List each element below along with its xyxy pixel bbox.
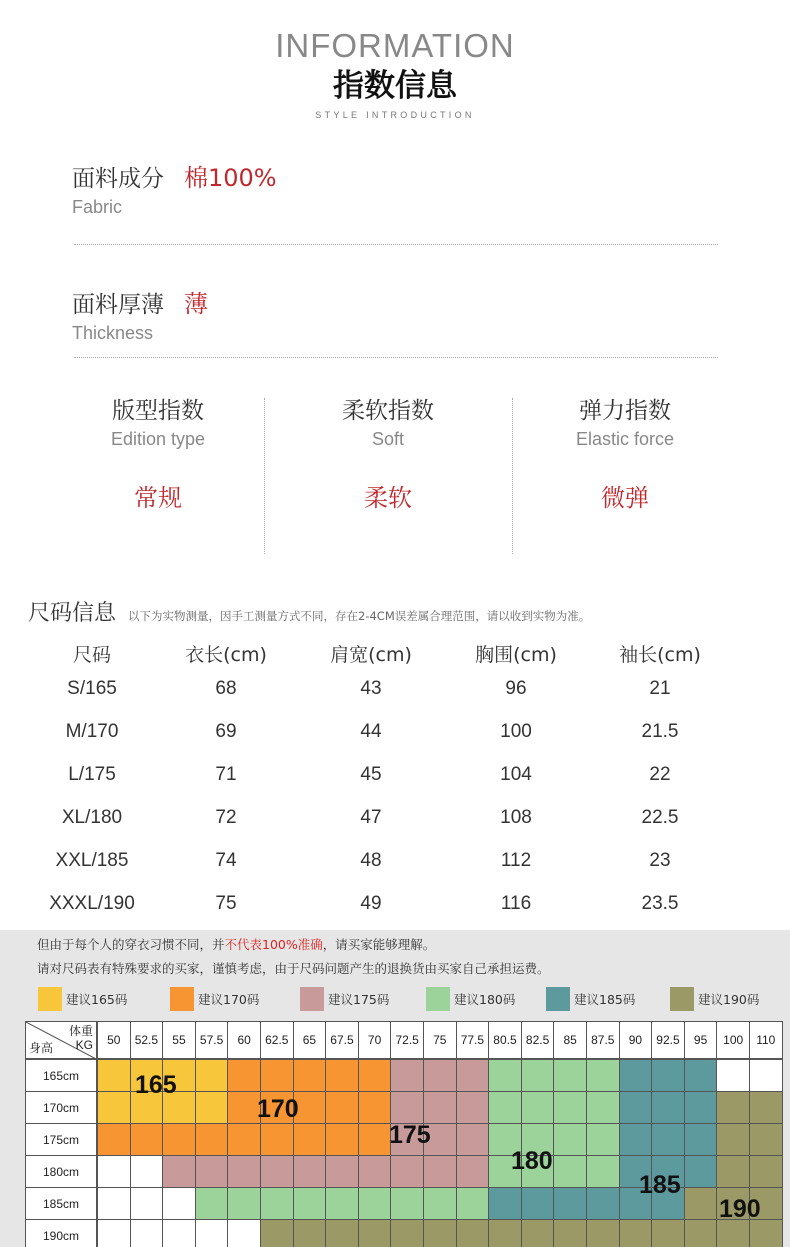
legend-item xyxy=(170,987,259,1011)
grid-cell xyxy=(423,1059,457,1092)
table-cell: 21 xyxy=(649,678,671,699)
grid-cell xyxy=(586,1187,620,1220)
grid-cell xyxy=(749,1091,783,1124)
grid-cell xyxy=(325,1219,359,1247)
table-cell: 112 xyxy=(500,850,532,871)
grid-cell xyxy=(749,1059,783,1092)
weight-header-cell: 75 xyxy=(423,1021,457,1059)
grid-cell xyxy=(260,1059,294,1092)
table-cell: 44 xyxy=(360,721,382,742)
grid-cell xyxy=(195,1187,229,1220)
index-label: 柔软指数 xyxy=(342,398,434,424)
grid-cell xyxy=(130,1155,164,1188)
grid-cell xyxy=(325,1187,359,1220)
weight-header-cell: 80.5 xyxy=(488,1021,522,1059)
weight-header-cell: 67.5 xyxy=(325,1021,359,1059)
fabric-en: Fabric xyxy=(72,197,123,217)
fabric-value: 棉100% xyxy=(184,164,277,192)
table-cell: XL/180 xyxy=(61,807,123,828)
zone-label: 170 xyxy=(257,1095,299,1123)
grid-cell xyxy=(553,1187,587,1220)
table-cell: 22.5 xyxy=(641,807,679,828)
weight-header-cell: 50 xyxy=(97,1021,131,1059)
grid-cell xyxy=(488,1219,522,1247)
header-title-en: INFORMATION xyxy=(275,27,515,64)
legend-label: 建议180码 xyxy=(454,992,516,1007)
size-table-header-cell: 肩宽(cm) xyxy=(330,644,412,666)
table-cell: 100 xyxy=(500,721,532,742)
grid-cell xyxy=(195,1219,229,1247)
table-row xyxy=(0,803,790,833)
grid-cell xyxy=(749,1155,783,1188)
chart-note-1 xyxy=(37,935,435,953)
grid-cell xyxy=(358,1187,392,1220)
legend-swatch xyxy=(426,987,450,1011)
chart-note-2: 请对尺码表有特殊要求的买家，谨慎考虑，由于尺码问题产生的退换货由买家自己承担运费。 xyxy=(37,961,550,976)
grid-cell xyxy=(749,1123,783,1156)
grid-cell xyxy=(130,1187,164,1220)
legend-swatch xyxy=(670,987,694,1011)
grid-cell xyxy=(684,1155,718,1188)
index-en: Edition type xyxy=(110,429,206,449)
grid-cell xyxy=(162,1155,196,1188)
legend-label: 建议175码 xyxy=(328,992,390,1007)
weight-header-cell: 65 xyxy=(293,1021,327,1059)
table-cell: 22 xyxy=(649,764,671,785)
corner-height-label: 身高 xyxy=(29,1041,54,1055)
size-table-header-cell: 袖长(cm) xyxy=(619,644,701,666)
size-table-header xyxy=(0,640,790,670)
grid-cell xyxy=(423,1091,457,1124)
grid-cell xyxy=(619,1059,653,1092)
grid-cell xyxy=(293,1059,327,1092)
legend-label: 建议165码 xyxy=(66,992,128,1007)
grid-cell xyxy=(521,1059,555,1092)
grid-cell xyxy=(97,1155,131,1188)
weight-header-cell: 100 xyxy=(716,1021,750,1059)
table-cell: M/170 xyxy=(65,721,119,742)
grid-cell xyxy=(325,1155,359,1188)
table-row xyxy=(0,674,790,704)
table-cell: 23.5 xyxy=(641,893,679,914)
grid-cell xyxy=(553,1123,587,1156)
divider xyxy=(74,244,718,245)
table-cell: 68 xyxy=(215,678,237,699)
size-recommendation-chart xyxy=(0,930,790,1247)
legend-item xyxy=(426,987,515,1011)
grid-cell xyxy=(260,1187,294,1220)
weight-header-cell: 92.5 xyxy=(651,1021,685,1059)
grid-cell xyxy=(293,1155,327,1188)
table-row xyxy=(0,760,790,790)
legend-swatch xyxy=(38,987,62,1011)
grid-cell xyxy=(684,1059,718,1092)
grid-cell xyxy=(97,1123,131,1156)
table-row xyxy=(0,717,790,747)
grid-cell xyxy=(195,1059,229,1092)
grid-cell xyxy=(260,1155,294,1188)
grid-cell xyxy=(423,1219,457,1247)
grid-cell xyxy=(358,1155,392,1188)
grid-cell xyxy=(456,1091,490,1124)
grid-cell xyxy=(130,1219,164,1247)
grid-cell xyxy=(684,1123,718,1156)
grid-cell xyxy=(97,1059,131,1092)
grid-cell xyxy=(358,1219,392,1247)
grid-cell xyxy=(325,1123,359,1156)
corner-weight-label: 体重KG xyxy=(68,1024,93,1052)
table-cell: 72 xyxy=(215,807,237,828)
weight-header-cell: 77.5 xyxy=(456,1021,490,1059)
grid-cell xyxy=(195,1155,229,1188)
grid-cell xyxy=(716,1059,750,1092)
weight-header-cell: 52.5 xyxy=(130,1021,164,1059)
grid-cell xyxy=(521,1091,555,1124)
grid-cell xyxy=(716,1123,750,1156)
divider xyxy=(74,357,718,358)
height-header-cell: 165cm xyxy=(25,1059,97,1092)
zone-label: 175 xyxy=(389,1121,431,1149)
grid-cell xyxy=(358,1123,392,1156)
legend-item xyxy=(300,987,389,1011)
grid-cell xyxy=(619,1123,653,1156)
grid-cell xyxy=(619,1219,653,1247)
grid-cell xyxy=(97,1187,131,1220)
weight-header-cell: 70 xyxy=(358,1021,392,1059)
table-cell: 21.5 xyxy=(641,721,679,742)
size-table-header-cell: 尺码 xyxy=(72,644,111,666)
grid-cell xyxy=(716,1155,750,1188)
grid-cell xyxy=(260,1123,294,1156)
table-row xyxy=(0,846,790,876)
index-value: 常规 xyxy=(134,484,182,512)
table-cell: 69 xyxy=(215,721,237,742)
legend-label: 建议190码 xyxy=(698,992,760,1007)
grid-cell xyxy=(651,1123,685,1156)
grid-cell xyxy=(390,1059,424,1092)
grid-cell xyxy=(423,1187,457,1220)
size-info-heading: 尺码信息 xyxy=(28,601,117,626)
grid-cell xyxy=(488,1059,522,1092)
note-1-highlight: 不代表100%准确 xyxy=(224,937,323,952)
height-header-cell: 170cm xyxy=(25,1091,97,1124)
weight-header-cell: 110 xyxy=(749,1021,783,1059)
weight-header-cell: 60 xyxy=(227,1021,261,1059)
weight-header-cell: 90 xyxy=(619,1021,653,1059)
grid-cell xyxy=(260,1219,294,1247)
grid-cell xyxy=(162,1187,196,1220)
grid-cell xyxy=(521,1219,555,1247)
grid-cell xyxy=(390,1219,424,1247)
grid-cell xyxy=(586,1219,620,1247)
legend-label: 建议185码 xyxy=(574,992,636,1007)
table-cell: 74 xyxy=(215,850,237,871)
grid-cell xyxy=(553,1091,587,1124)
table-cell: 108 xyxy=(500,807,532,828)
table-cell: 48 xyxy=(360,850,382,871)
grid-cell xyxy=(227,1155,261,1188)
table-cell: 47 xyxy=(360,807,382,828)
fabric-label: 面料成分 xyxy=(72,166,164,192)
legend-label: 建议170码 xyxy=(198,992,260,1007)
index-value: 柔软 xyxy=(364,484,412,512)
thickness-attribute xyxy=(72,284,208,344)
grid-cell xyxy=(293,1123,327,1156)
grid-cell xyxy=(390,1187,424,1220)
grid-cell xyxy=(553,1059,587,1092)
weight-header-cell: 82.5 xyxy=(521,1021,555,1059)
weight-header-cell: 57.5 xyxy=(195,1021,229,1059)
grid-cell xyxy=(227,1059,261,1092)
table-cell: XXL/185 xyxy=(55,850,129,871)
grid-cell xyxy=(488,1091,522,1124)
index-en: Elastic force xyxy=(575,429,675,449)
table-cell: 75 xyxy=(215,893,237,914)
weight-header-cell: 62.5 xyxy=(260,1021,294,1059)
grid-cell xyxy=(456,1059,490,1092)
thickness-en: Thickness xyxy=(72,323,154,343)
table-cell: 96 xyxy=(505,678,527,699)
grid-cell xyxy=(553,1219,587,1247)
thickness-value: 薄 xyxy=(184,290,208,318)
index-en: Soft xyxy=(371,429,405,449)
weight-header-cell: 95 xyxy=(684,1021,718,1059)
grid-cell xyxy=(293,1187,327,1220)
grid-cell xyxy=(423,1155,457,1188)
table-cell: 45 xyxy=(360,764,382,785)
grid-cell xyxy=(325,1059,359,1092)
weight-header-cell: 55 xyxy=(162,1021,196,1059)
height-header-cell: 180cm xyxy=(25,1155,97,1188)
grid-cell xyxy=(390,1155,424,1188)
grid-cell xyxy=(358,1059,392,1092)
page-header xyxy=(0,28,790,120)
index-label: 版型指数 xyxy=(112,398,204,424)
table-cell: 43 xyxy=(360,678,382,699)
table-cell: 71 xyxy=(215,764,237,785)
grid-cell xyxy=(651,1219,685,1247)
index-elastic-force xyxy=(500,395,750,513)
chart-legend xyxy=(0,987,790,1013)
grid-corner-cell xyxy=(25,1021,97,1059)
table-cell: S/165 xyxy=(67,678,117,699)
table-cell: 116 xyxy=(500,893,532,914)
grid-cell xyxy=(716,1091,750,1124)
grid-cell xyxy=(195,1123,229,1156)
grid-cell xyxy=(227,1091,261,1124)
weight-header-cell: 87.5 xyxy=(586,1021,620,1059)
zone-label: 180 xyxy=(511,1147,553,1175)
grid-cell xyxy=(390,1091,424,1124)
index-soft xyxy=(263,395,513,513)
header-subtitle: STYLE INTRODUCTION xyxy=(315,110,475,120)
size-table-header-cell: 胸围(cm) xyxy=(475,644,557,666)
grid-cell xyxy=(293,1219,327,1247)
grid-cell xyxy=(586,1155,620,1188)
grid-cell xyxy=(586,1091,620,1124)
size-info-title xyxy=(28,596,590,627)
grid-cell xyxy=(684,1187,718,1220)
grid-cell xyxy=(684,1219,718,1247)
grid-cell xyxy=(521,1187,555,1220)
weight-header-cell: 85 xyxy=(553,1021,587,1059)
fabric-attribute xyxy=(72,158,277,218)
table-row xyxy=(0,889,790,919)
table-cell: 49 xyxy=(360,893,382,914)
grid-cell xyxy=(456,1219,490,1247)
height-header-cell: 185cm xyxy=(25,1187,97,1220)
grid-cell xyxy=(586,1123,620,1156)
index-label: 弹力指数 xyxy=(579,398,671,424)
grid-cell xyxy=(227,1187,261,1220)
grid-cell xyxy=(130,1123,164,1156)
zone-label: 190 xyxy=(719,1195,761,1223)
grid-cell xyxy=(97,1091,131,1124)
grid-cell xyxy=(651,1091,685,1124)
height-header-cell: 190cm xyxy=(25,1219,97,1247)
index-edition-type xyxy=(33,395,283,513)
height-header-cell: 175cm xyxy=(25,1123,97,1156)
grid-cell xyxy=(227,1219,261,1247)
grid-cell xyxy=(651,1059,685,1092)
thickness-label: 面料厚薄 xyxy=(72,292,164,318)
table-cell: L/175 xyxy=(68,764,116,785)
table-cell: 104 xyxy=(500,764,532,785)
grid-cell xyxy=(488,1187,522,1220)
table-cell: 23 xyxy=(649,850,671,871)
note-1-text: 但由于每个人的穿衣习惯不同，并 xyxy=(37,937,225,952)
legend-item xyxy=(38,987,127,1011)
grid-cell xyxy=(456,1123,490,1156)
legend-item xyxy=(670,987,759,1011)
note-1-text-end: ，请买家能够理解。 xyxy=(322,937,436,952)
zone-label: 185 xyxy=(639,1171,681,1199)
grid-cell xyxy=(97,1219,131,1247)
legend-item xyxy=(546,987,635,1011)
legend-swatch xyxy=(170,987,194,1011)
size-info-note: 以下为实物测量，因手工测量方式不同，存在2-4CM误差属合理范围，请以收到实物为准。 xyxy=(128,609,591,623)
grid-cell xyxy=(195,1091,229,1124)
grid-cell xyxy=(456,1187,490,1220)
weight-header-cell: 72.5 xyxy=(390,1021,424,1059)
size-table-header-cell: 衣长(cm) xyxy=(185,644,267,666)
grid-cell xyxy=(162,1219,196,1247)
grid-cell xyxy=(553,1155,587,1188)
grid-cell xyxy=(684,1091,718,1124)
legend-swatch xyxy=(300,987,324,1011)
legend-swatch xyxy=(546,987,570,1011)
grid-cell xyxy=(325,1091,359,1124)
zone-label: 165 xyxy=(135,1071,177,1099)
grid-cell xyxy=(456,1155,490,1188)
table-cell: XXXL/190 xyxy=(49,893,135,914)
grid-cell xyxy=(358,1091,392,1124)
grid-cell xyxy=(619,1091,653,1124)
index-value: 微弹 xyxy=(601,484,649,512)
header-title-cn: 指数信息 xyxy=(333,68,457,104)
grid-cell xyxy=(586,1059,620,1092)
grid-cell xyxy=(162,1123,196,1156)
grid-cell xyxy=(227,1123,261,1156)
